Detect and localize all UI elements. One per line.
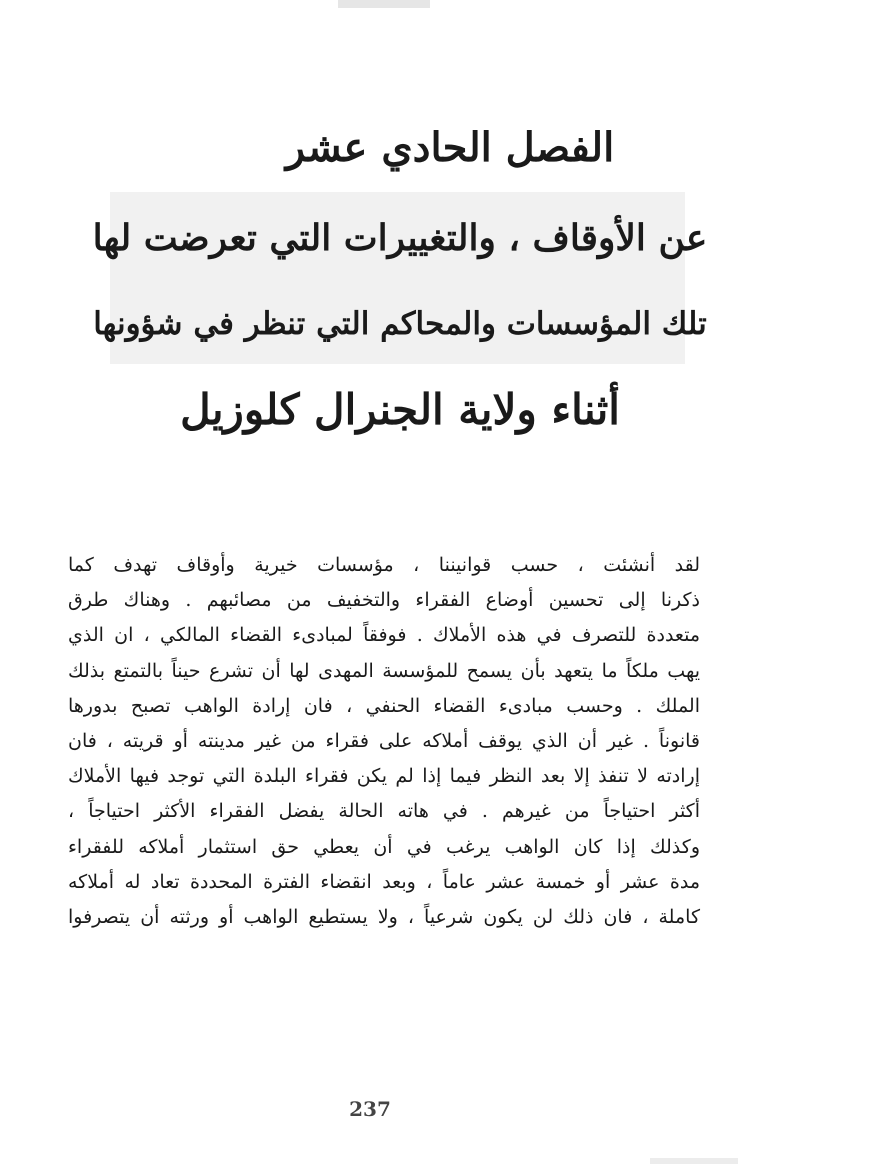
body-paragraph <box>68 548 700 935</box>
body-line: ذكرنا إلى تحسين أوضاع الفقراء والتخفيف من مصائبهم . وهناك طرق <box>68 589 700 612</box>
scan-artifact-top <box>338 0 430 8</box>
body-line: إرادته لا تنفذ إلا بعد النظر فيما إذا لم يكن فقراء البلدة التي توجد فيها الأملاك <box>68 765 700 788</box>
body-line: لقد أنشئت ، حسب قوانيننا ، مؤسسات خيرية وأوقاف تهدف كما <box>68 554 700 576</box>
body-line: أكثر احتياجاً من غيرهم . في هاته الحالة يفضل الفقراء الأكثر احتياجاً ، <box>68 800 700 823</box>
body-line: قانوناً . غير أن الذي يوقف أملاكه على فقراء من غير مدينته أو قريته ، فان <box>68 729 700 752</box>
body-line: مدة عشر أو خمسة عشر عاماً ، وبعد انقضاء الفترة المحددة تعاد له أملاكه <box>68 870 700 893</box>
scan-artifact-bottom <box>650 1158 738 1164</box>
body-line: متعددة للتصرف في هذه الأملاك . فوفقاً لمبادىء القضاء المالكي ، ان الذي <box>68 624 700 647</box>
heading-line: أثناء ولاية الجنرال كلوزيل <box>180 385 620 434</box>
heading-line: عن الأوقاف ، والتغييرات التي تعرضت لها <box>92 217 708 259</box>
chapter-title: الفصل الحادي عشر <box>285 124 615 171</box>
heading-line: تلك المؤسسات والمحاكم التي تنظر في شؤونها <box>93 306 707 342</box>
page-number: 237 <box>349 1097 391 1121</box>
body-line: كاملة ، فان ذلك لن يكون شرعياً ، ولا يستطيع الواهب أو ورثته أن يتصرفوا <box>68 905 700 928</box>
body-line: وكذلك إذا كان الواهب يرغب في أن يعطي حق استثمار أملاكه للفقراء <box>68 835 700 858</box>
chapter-heading <box>90 195 710 453</box>
body-line: الملك . وحسب مبادىء القضاء الحنفي ، فان إرادة الواهب تصبح بدورها <box>68 694 700 717</box>
body-line: يهب ملكاً ما يتعهد بأن يسمح للمؤسسة المهدى لها أن تشرع حيناً بالتمتع بذلك <box>68 659 700 682</box>
